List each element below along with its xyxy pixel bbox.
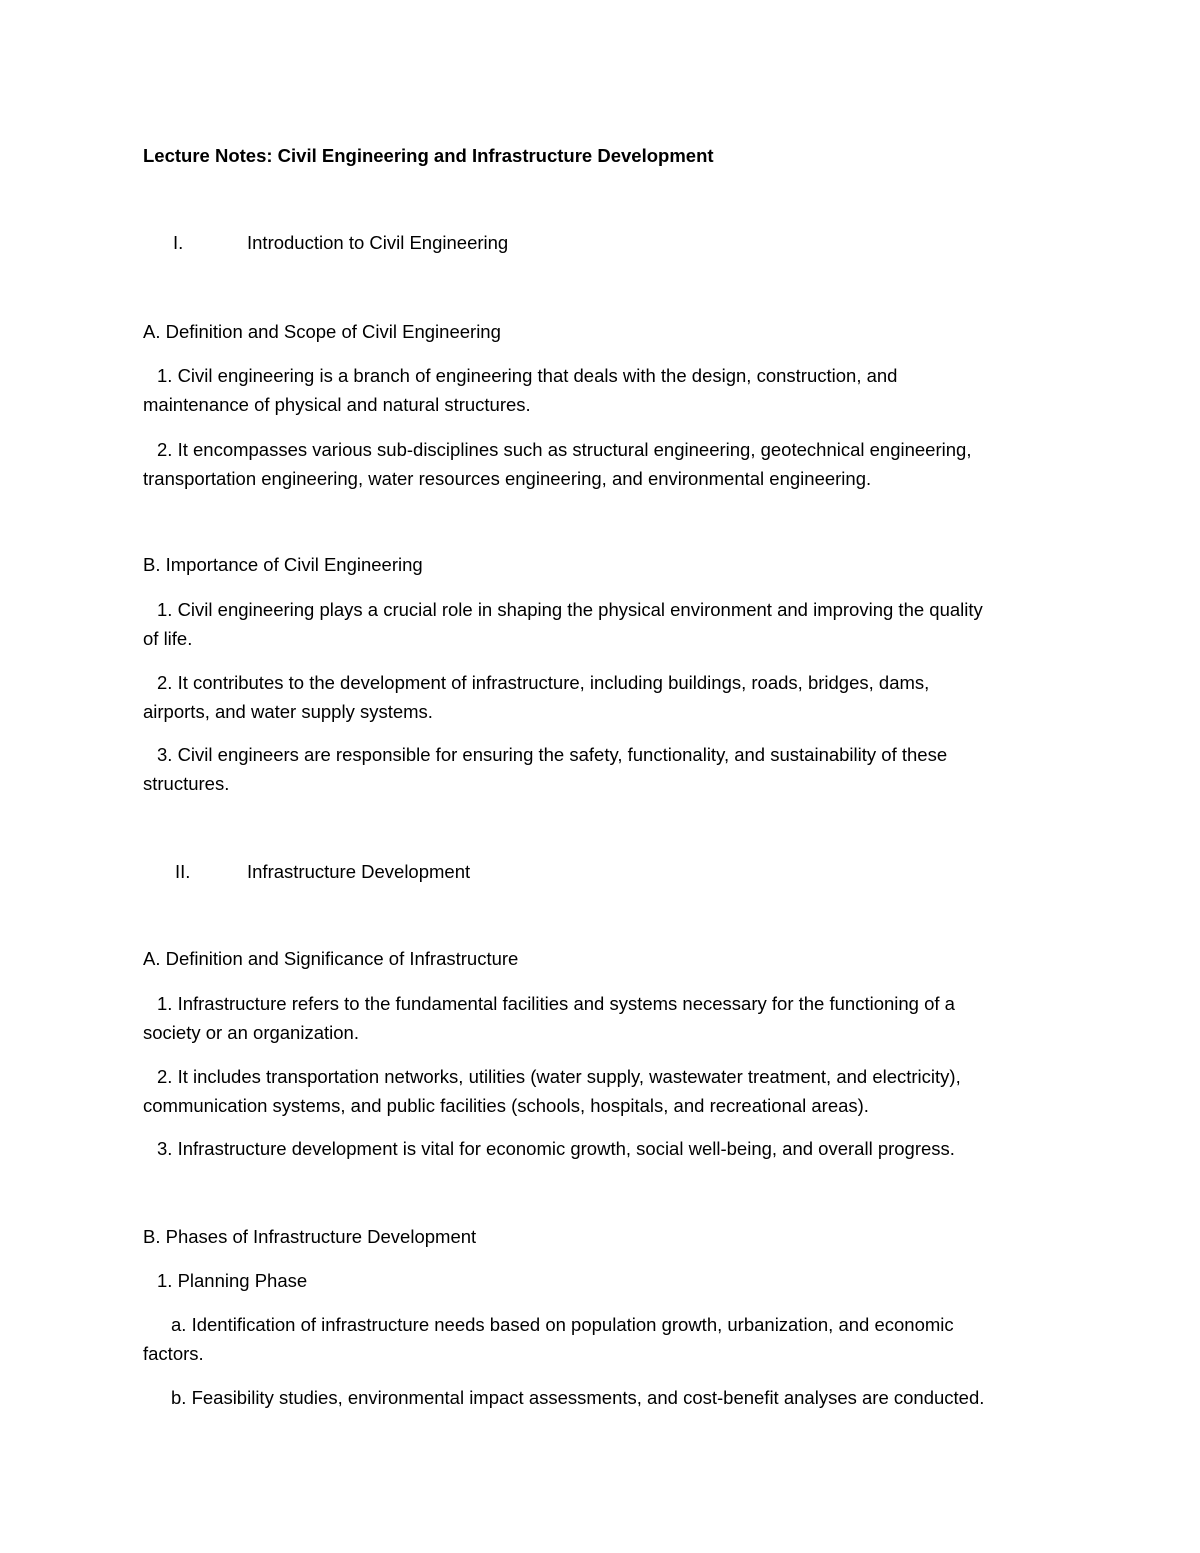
- section-1-heading: Introduction to Civil Engineering: [247, 232, 509, 253]
- section-1b-item-1-line-2: of life.: [143, 628, 193, 649]
- section-2b-heading: B. Phases of Infrastructure Development: [143, 1226, 477, 1247]
- section-1-number: I.: [173, 232, 184, 253]
- section-2a-item-2-line-1: 2. It includes transportation networks, utilities (water supply, wastewater treatment, and electricity),: [157, 1066, 961, 1087]
- section-1b-item-3-line-2: structures.: [143, 773, 230, 794]
- section-2a-item-1-line-1: 1. Infrastructure refers to the fundamental facilities and systems necessary for the functioning of a: [157, 993, 955, 1014]
- section-2a-item-2-line-2: communication systems, and public facilities (schools, hospitals, and recreational areas).: [143, 1095, 869, 1116]
- section-2b-item-1a-line-2: factors.: [143, 1343, 204, 1364]
- section-1b-item-1-line-1: 1. Civil engineering plays a crucial role in shaping the physical environment and improving the quality: [157, 599, 983, 620]
- document-title: Lecture Notes: Civil Engineering and Infrastructure Development: [143, 145, 714, 166]
- section-2a-item-3-line-1: 3. Infrastructure development is vital for economic growth, social well-being, and overall progress.: [157, 1138, 955, 1159]
- section-2a-heading: A. Definition and Significance of Infrastructure: [143, 948, 519, 969]
- section-2a-item-1-line-2: society or an organization.: [143, 1022, 359, 1043]
- section-1a-item-1-line-2: maintenance of physical and natural structures.: [143, 394, 531, 415]
- section-2-heading: Infrastructure Development: [247, 861, 471, 882]
- section-1a-heading: A. Definition and Scope of Civil Engineering: [143, 321, 501, 342]
- section-1b-item-2-line-2: airports, and water supply systems.: [143, 701, 433, 722]
- section-1b-item-3-line-1: 3. Civil engineers are responsible for ensuring the safety, functionality, and sustainability of these: [157, 744, 948, 765]
- section-1b-item-2-line-1: 2. It contributes to the development of infrastructure, including buildings, roads, bridges, dams,: [157, 672, 930, 693]
- section-1a-item-1-line-1: 1. Civil engineering is a branch of engineering that deals with the design, construction, and: [157, 365, 898, 386]
- section-2-number: II.: [175, 861, 191, 882]
- section-1a-item-2-line-2: transportation engineering, water resources engineering, and environmental engineering.: [143, 468, 872, 489]
- section-2b-item-1b-line-1: b. Feasibility studies, environmental impact assessments, and cost-benefit analyses are conducted.: [171, 1387, 985, 1408]
- section-2b-item-1: 1. Planning Phase: [157, 1270, 308, 1291]
- section-1a-item-2-line-1: 2. It encompasses various sub-disciplines such as structural engineering, geotechnical engineering,: [157, 439, 972, 460]
- section-1b-heading: B. Importance of Civil Engineering: [143, 554, 423, 575]
- section-2b-item-1a-line-1: a. Identification of infrastructure needs based on population growth, urbanization, and economic: [171, 1314, 954, 1335]
